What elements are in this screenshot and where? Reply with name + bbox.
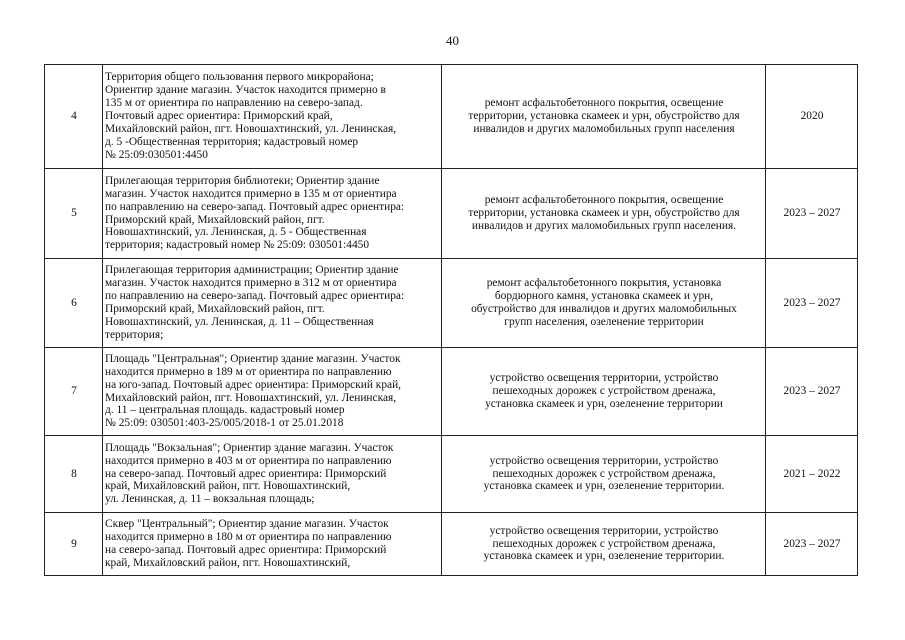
object-description (103, 259, 442, 348)
text-line: край, Михайловский район, пгт. Новошахтинский, (105, 480, 351, 493)
text-line: д. 5 -Общественная территория; кадастровый номер (105, 135, 359, 148)
table-row (45, 513, 858, 576)
text-line: устройство освещения территории, устройство (489, 372, 719, 385)
row-number: 6 (45, 259, 103, 348)
text-line: Почтовый адрес ориентира: Приморский край, (105, 110, 333, 123)
text-line: магазин. Участок находится примерно в 312 м от ориентира (105, 277, 397, 290)
text-line: территории, установка скамеек и урн, обустройство для (468, 207, 740, 220)
text-line: пешеходных дорожек с устройством дренажа, (492, 385, 716, 398)
text-line: Площадь "Вокзальная"; Ориентир здание магазин. Участок (105, 441, 394, 454)
planned-works (442, 436, 766, 513)
text-line: находится примерно в 189 м от ориентира по направлению (105, 365, 392, 378)
text-line: ремонт асфальтобетонного покрытия, освещение (484, 194, 724, 207)
row-number: 9 (45, 513, 103, 576)
text-line: Приморский край, Михайловский район, пгт. (105, 213, 325, 226)
text-line: Прилегающая территория библиотеки; Ориентир здание (105, 174, 380, 187)
text-line: находится примерно в 403 м от ориентира по направлению (105, 454, 392, 467)
text-line: пешеходных дорожек с устройством дренажа, (492, 467, 716, 480)
text-line: установка скамеек и урн, озеленение территории (485, 397, 723, 410)
text-line: пешеходных дорожек с устройством дренажа, (492, 537, 716, 550)
text-line: ул. Ленинская, д. 11 – вокзальная площадь; (105, 493, 315, 506)
planned-works (442, 348, 766, 436)
text-line: Приморский край, Михайловский район, пгт. (105, 303, 325, 315)
text-line: территория; (105, 328, 164, 341)
planned-works (442, 259, 766, 348)
text-line: Новошахтинский, ул. Ленинская, д. 5 - Общественная (105, 226, 367, 239)
row-number: 8 (45, 436, 103, 513)
text-line: устройство освещения территории, устройство (489, 454, 719, 467)
implementation-period: 2023 – 2027 (766, 169, 858, 259)
text-line: устройство освещения территории, устройство (489, 524, 719, 537)
object-description (103, 513, 442, 576)
text-line: установка скамеек и урн, озеленение территории. (483, 550, 725, 563)
text-line: обустройство для инвалидов и других маломобильных (471, 303, 737, 315)
text-line: территории, установка скамеек и урн, обустройство для (468, 110, 740, 123)
implementation-period: 2023 – 2027 (766, 259, 858, 348)
object-description (103, 65, 442, 169)
text-line: инвалидов и других маломобильных групп населения (473, 122, 735, 135)
text-line: на северо-запад. Почтовый адрес ориентира: Приморский (105, 467, 387, 480)
text-line: ремонт асфальтобетонного покрытия, освещение (484, 97, 724, 110)
implementation-period: 2021 – 2022 (766, 436, 858, 513)
table-row (45, 348, 858, 436)
text-line: № 25:09:030501:4450 (105, 148, 208, 161)
object-description (103, 436, 442, 513)
table-row (45, 436, 858, 513)
implementation-period: 2023 – 2027 (766, 348, 858, 436)
text-line: инвалидов и других маломобильных групп населения. (471, 219, 737, 232)
object-description (103, 348, 442, 436)
text-line: на северо-запад. Почтовый адрес ориентира: Приморский (105, 544, 387, 556)
table-row (45, 65, 858, 169)
text-line: Сквер "Центральный"; Ориентир здание магазин. Участок (105, 518, 389, 531)
text-line: край, Михайловский район, пгт. Новошахтинский, (105, 556, 351, 569)
text-line: Новошахтинский, ул. Ленинская, д. 11 – Общественная (105, 315, 374, 328)
territories-table (44, 64, 858, 576)
table-row (45, 259, 858, 348)
implementation-period: 2020 (766, 65, 858, 169)
page-number: 40 (446, 33, 459, 48)
planned-works (442, 169, 766, 259)
text-line: магазин. Участок находится примерно в 135 м от ориентира (105, 187, 397, 200)
row-number: 7 (45, 348, 103, 436)
text-line: по направлению на северо-запад. Почтовый адрес ориентира: (105, 290, 405, 303)
text-line: № 25:09: 030501:403-25/005/2018-1 от 25.01.2018 (105, 417, 344, 430)
planned-works (442, 513, 766, 576)
row-number: 4 (45, 65, 103, 169)
text-line: на юго-запад. Почтовый адрес ориентира: Приморский край, (105, 378, 402, 391)
implementation-period: 2023 – 2027 (766, 513, 858, 576)
text-line: 135 м от ориентира по направлению на северо-запад. (105, 97, 363, 110)
text-line: Михайловский район, пгт. Новошахтинский, ул. Ленинская, (105, 122, 397, 135)
text-line: по направлению на северо-запад. Почтовый адрес ориентира: (105, 200, 405, 213)
table-row (45, 169, 858, 259)
text-line: установка скамеек и урн, озеленение территории. (483, 480, 725, 493)
text-line: групп населения, озеленение территории (504, 315, 704, 328)
text-line: Прилегающая территория администрации; Ориентир здание (105, 264, 399, 277)
text-line: находится примерно в 180 м от ориентира по направлению (105, 531, 392, 544)
object-description (103, 169, 442, 259)
text-line: д. 11 – центральная площадь. кадастровый номер (105, 404, 345, 417)
text-line: территория; кадастровый номер № 25:09: 030501:4450 (105, 239, 370, 252)
text-line: Ориентир здание магазин. Участок находится примерно в (105, 84, 386, 97)
text-line: ремонт асфальтобетонного покрытия, установка (486, 277, 722, 290)
text-line: Михайловский район, пгт. Новошахтинский, ул. Ленинская, (105, 391, 397, 404)
text-line: Территория общего пользования первого микрорайона; (105, 71, 374, 84)
planned-works (442, 65, 766, 169)
text-line: Площадь "Центральная"; Ориентир здание магазин. Участок (105, 352, 401, 365)
row-number: 5 (45, 169, 103, 259)
text-line: бордюрного камня, установка скамеек и урн, (494, 290, 714, 303)
